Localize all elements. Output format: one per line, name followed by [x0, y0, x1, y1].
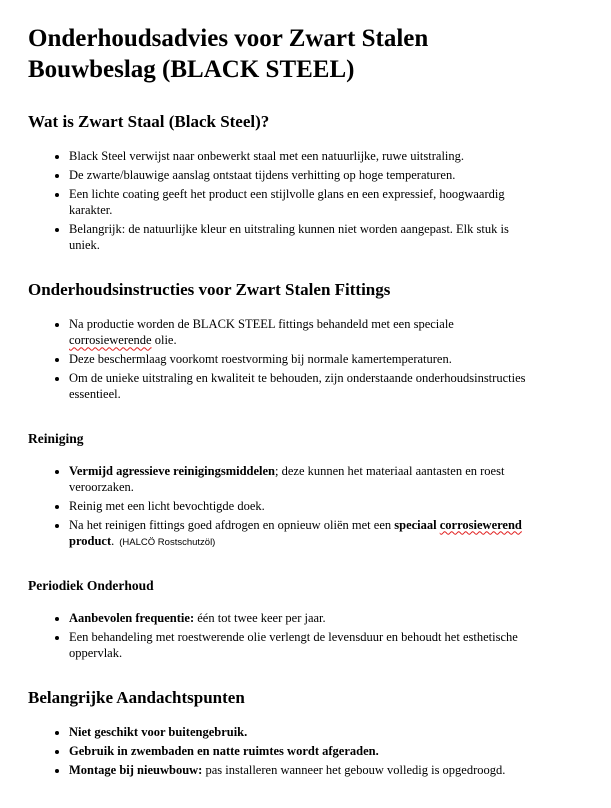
- misspelled-word: corrosiewerend: [439, 517, 522, 532]
- list-item-text: één tot twee keer per jaar.: [194, 610, 326, 625]
- list-item-bold-text: Gebruik in zwembaden en natte ruimtes wordt afgeraden.: [69, 743, 379, 758]
- document-title: Onderhoudsadvies voor Zwart Stalen Bouwbeslag (BLACK STEEL): [28, 25, 429, 83]
- list-item: [69, 351, 527, 367]
- list-item-text: Om de unieke uitstraling en kwaliteit te behouden, zijn onderstaande onderhoudsinstructies essentieel.: [69, 370, 526, 402]
- list-item-text: Na het reinigen fittings goed afdrogen en opnieuw oliën met een: [69, 517, 395, 532]
- list-item-bold-text: Aanbevolen frequentie:: [69, 610, 195, 625]
- footnote-text: (HALCÖ Rostschutzöl): [119, 536, 216, 548]
- list-item: [69, 186, 527, 219]
- bullet-list-periodiek: [28, 610, 575, 661]
- list-item-text: De zwarte/blauwige aanslag ontstaat tijdens verhitting op hoge temperaturen.: [69, 167, 456, 182]
- list-item-text: Een behandeling met roestwerende olie verlengt de levensduur en behoudt het esthetische oppervlak.: [69, 629, 518, 660]
- list-item-text: Deze beschermlaag voorkomt roestvorming bij normale kamertemperaturen.: [69, 352, 452, 367]
- list-item-bold-text: Niet geschikt voor buitengebruik.: [69, 725, 248, 740]
- list-item-bold-text: speciaal: [394, 517, 440, 532]
- bullet-list-reiniging: [28, 463, 575, 549]
- section-heading-wat-is-zwart-staal: Wat is Zwart Staal (Black Steel)?: [28, 112, 270, 131]
- list-item-bold-text: Vermijd agressieve reinigingsmiddelen: [69, 463, 276, 478]
- list-item-text: .: [111, 533, 115, 548]
- list-item-text: ; deze kunnen het materiaal aantasten en roest veroorzaken.: [69, 463, 505, 495]
- list-item: [69, 629, 527, 662]
- list-item: [69, 167, 527, 183]
- list-item: [69, 370, 527, 403]
- bullet-list-instructions: [28, 316, 575, 402]
- list-item: [69, 498, 527, 514]
- list-item: [69, 610, 527, 626]
- list-item: [69, 762, 527, 778]
- list-item: [69, 221, 527, 254]
- misspelled-word: corrosiewerende: [69, 333, 152, 348]
- list-item-bold-text: Montage bij nieuwbouw:: [69, 762, 203, 777]
- list-item: [69, 724, 527, 740]
- list-item-bold-text: product: [69, 533, 112, 548]
- subsection-heading-periodiek-onderhoud: Periodiek Onderhoud: [28, 578, 154, 594]
- list-item: [69, 517, 527, 550]
- list-item-text: Reinig met een licht bevochtigde doek.: [69, 498, 265, 513]
- list-item-text: pas installeren wanneer het gebouw volledig is opgedroogd.: [202, 762, 506, 777]
- section-heading-belangrijke-aandachtspunten: Belangrijke Aandachtspunten: [28, 688, 245, 708]
- list-item-text: Een lichte coating geeft het product een stijlvolle glans en een expressief, hoogwaardig karakter.: [69, 186, 505, 217]
- bullet-list-intro: [28, 148, 575, 253]
- list-item-text: Black Steel verwijst naar onbewerkt staal met een natuurlijke, ruwe uitstraling.: [69, 149, 465, 164]
- list-item: [69, 463, 527, 496]
- list-item: [69, 316, 527, 349]
- list-item-text: Belangrijk: de natuurlijke kleur en uitstraling kunnen niet worden aangepast. Elk stuk is uniek.: [69, 221, 509, 252]
- section-heading-onderhoudsinstructies: Onderhoudsinstructies voor Zwart Stalen Fittings: [28, 280, 391, 300]
- list-item: [69, 743, 527, 759]
- list-item-text: Na productie worden de BLACK STEEL fittings behandeld met een speciale: [69, 317, 454, 332]
- list-item: [69, 148, 527, 164]
- subsection-heading-reiniging: Reiniging: [28, 431, 84, 447]
- list-item-text: olie.: [151, 333, 177, 348]
- bullet-list-aandachtspunten: [28, 724, 575, 778]
